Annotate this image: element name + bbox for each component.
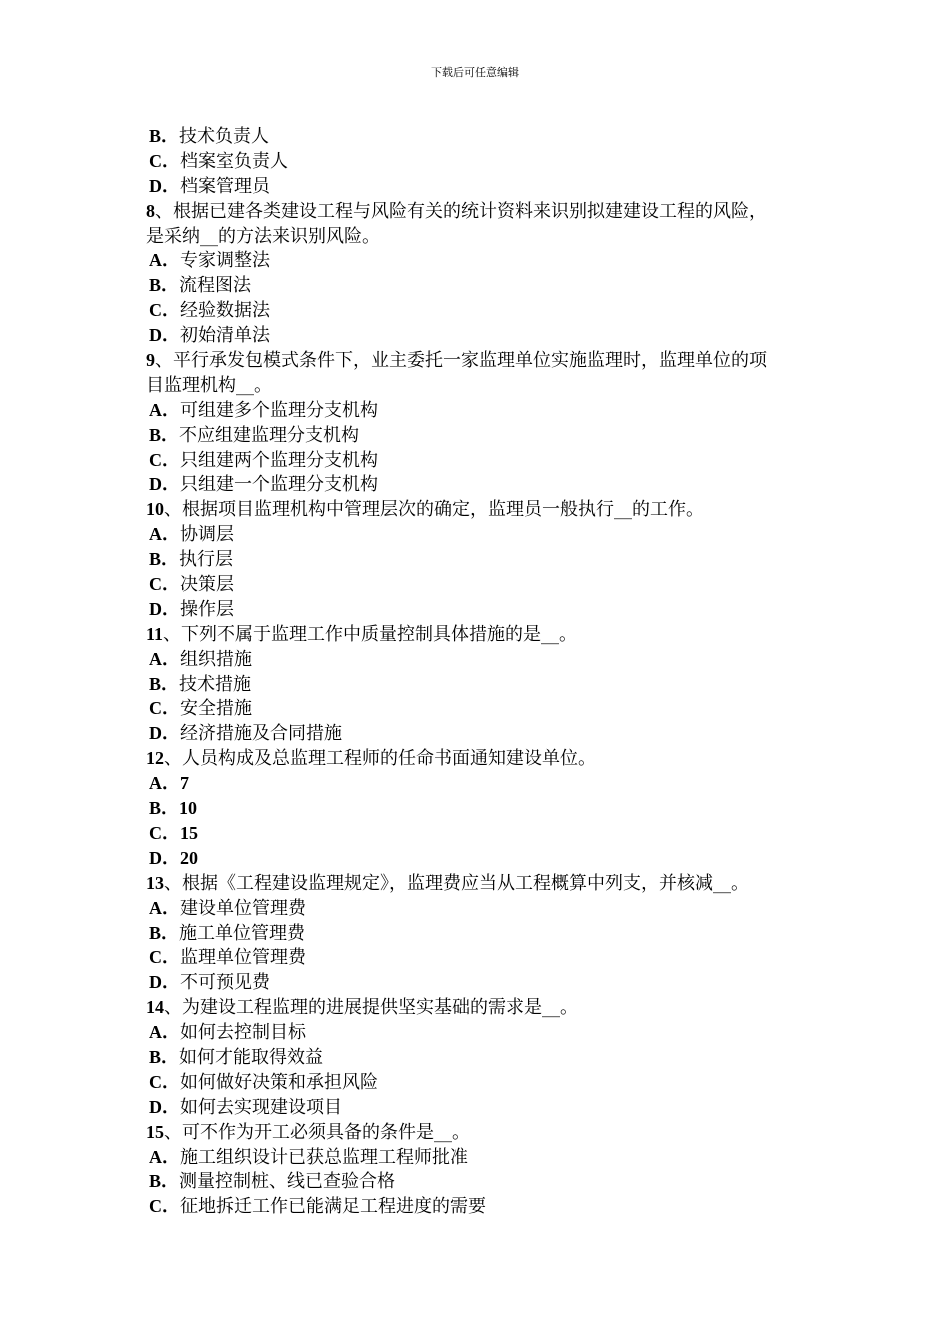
- answer-option: [146, 1194, 826, 1219]
- answer-option: [146, 423, 826, 448]
- question-text: 目监理机构__。: [146, 374, 272, 396]
- option-text: 建设单位管理费: [180, 897, 306, 919]
- option-text: 如何去实现建设项目: [180, 1096, 342, 1118]
- option-key: D．: [149, 175, 180, 196]
- option-text: 协调层: [180, 524, 234, 546]
- option-key: D．: [149, 723, 180, 744]
- option-key: B．: [149, 922, 180, 943]
- question-number: 13: [146, 872, 164, 893]
- option-text: 初始清单法: [180, 325, 270, 347]
- option-text: 如何才能取得效益: [179, 1046, 324, 1068]
- option-key: D．: [149, 325, 180, 346]
- answer-option: [146, 1095, 826, 1120]
- answer-option: [146, 771, 826, 796]
- answer-option: [146, 1169, 826, 1194]
- option-key: C．: [149, 1196, 180, 1217]
- answer-option: [146, 248, 826, 273]
- option-key: D．: [149, 972, 180, 993]
- option-text: 执行层: [179, 549, 234, 571]
- option-key: A．: [149, 897, 180, 918]
- answer-option: [146, 921, 826, 946]
- option-key: B．: [149, 1171, 180, 1192]
- answer-option: [146, 896, 826, 921]
- option-key: B．: [149, 424, 180, 445]
- answer-option: [146, 174, 826, 199]
- option-text: 档案管理员: [180, 175, 270, 197]
- option-key: A．: [149, 648, 180, 669]
- question-text: 是采纳__的方法来识别风险。: [146, 225, 380, 247]
- option-key: A．: [149, 524, 180, 545]
- option-key: C．: [149, 449, 180, 470]
- question-number: 12: [146, 748, 164, 769]
- answer-option: [146, 1145, 826, 1170]
- option-text: 10: [179, 798, 198, 819]
- question-stem-continued: [146, 373, 826, 398]
- option-key: C．: [149, 574, 180, 595]
- option-key: B．: [149, 126, 180, 146]
- answer-option: [146, 821, 826, 846]
- answer-option: [146, 572, 826, 597]
- question-stem: [146, 497, 826, 522]
- option-text: 监理单位管理费: [180, 947, 306, 969]
- question-number: 8: [146, 200, 155, 221]
- question-stem: [146, 348, 826, 373]
- option-text: 不应组建监理分支机构: [179, 424, 360, 446]
- answer-option: [146, 398, 826, 423]
- answer-option: [146, 647, 826, 672]
- option-text: 决策层: [180, 574, 234, 596]
- option-text: 可组建多个监理分支机构: [180, 399, 378, 421]
- option-text: 15: [180, 822, 198, 843]
- question-number: 10: [146, 499, 164, 520]
- answer-option: [146, 273, 826, 298]
- option-text: 施工组织设计已获总监理工程师批准: [180, 1146, 468, 1168]
- option-key: A．: [149, 1022, 180, 1043]
- option-key: D．: [149, 474, 180, 495]
- option-text: 不可预见费: [180, 972, 270, 994]
- option-key: D．: [149, 847, 180, 868]
- question-stem-continued: [146, 224, 826, 249]
- answer-option: [146, 323, 826, 348]
- question-text: 、根据已建各类建设工程与风险有关的统计资料来识别拟建建设工程的风险，: [155, 200, 767, 222]
- option-text: 经济措施及合同措施: [180, 723, 342, 745]
- answer-option: [146, 721, 826, 746]
- option-key: D．: [149, 598, 180, 619]
- answer-option: [146, 672, 826, 697]
- question-text: 、人员构成及总监理工程师的任命书面通知建设单位。: [164, 748, 596, 770]
- question-stem: [146, 871, 826, 896]
- question-text: 、为建设工程监理的进展提供坚实基础的需求是__。: [164, 997, 578, 1019]
- question-text: 、根据项目监理机构中管理层次的确定，监理员一般执行__的工作。: [164, 499, 704, 521]
- option-key: A．: [149, 1146, 180, 1167]
- option-key: C．: [149, 1071, 180, 1092]
- question-number: 15: [146, 1121, 164, 1142]
- answer-option: [146, 448, 826, 473]
- question-text: 、下列不属于监理工作中质量控制具体措施的是__。: [163, 623, 578, 645]
- option-key: B．: [149, 798, 180, 819]
- option-key: C．: [149, 822, 180, 843]
- option-text: 经验数据法: [180, 300, 270, 322]
- answer-option: [146, 696, 826, 721]
- option-key: B．: [149, 673, 180, 694]
- option-text: 技术负责人: [179, 126, 270, 147]
- option-key: C．: [149, 300, 180, 321]
- option-text: 征地拆迁工作已能满足工程进度的需要: [180, 1196, 486, 1218]
- question-stem: [146, 746, 826, 771]
- option-text: 20: [180, 847, 198, 868]
- option-key: B．: [149, 1046, 180, 1067]
- option-text: 如何去控制目标: [180, 1022, 306, 1044]
- option-text: 只组建一个监理分支机构: [180, 474, 378, 496]
- answer-option: [146, 124, 826, 149]
- option-text: 专家调整法: [180, 250, 270, 272]
- option-text: 操作层: [180, 598, 234, 620]
- answer-option: [146, 970, 826, 995]
- option-key: D．: [149, 1096, 180, 1117]
- option-text: 流程图法: [179, 275, 252, 297]
- question-stem: [146, 199, 826, 224]
- answer-option: [146, 298, 826, 323]
- option-key: A．: [149, 773, 180, 794]
- option-key: B．: [149, 549, 180, 570]
- answer-option: [146, 846, 826, 871]
- answer-option: [146, 522, 826, 547]
- answer-option: [146, 945, 826, 970]
- answer-option: [146, 1070, 826, 1095]
- option-key: C．: [149, 947, 180, 968]
- option-text: 7: [180, 773, 189, 794]
- question-stem: [146, 995, 826, 1020]
- answer-option: [146, 547, 826, 572]
- option-text: 只组建两个监理分支机构: [180, 449, 378, 471]
- option-text: 档案室负责人: [180, 150, 288, 172]
- question-text: 、根据《工程建设监理规定》，监理费应当从工程概算中列支，并核减__。: [164, 872, 749, 894]
- answer-option: [146, 472, 826, 497]
- option-key: A．: [149, 399, 180, 420]
- option-text: 如何做好决策和承担风险: [180, 1071, 378, 1093]
- option-key: B．: [149, 275, 180, 296]
- answer-option: [146, 1020, 826, 1045]
- question-stem: [146, 1120, 826, 1145]
- answer-option: [146, 796, 826, 821]
- option-text: 施工单位管理费: [179, 922, 306, 944]
- question-stem: [146, 622, 826, 647]
- option-text: 技术措施: [179, 673, 252, 695]
- option-key: C．: [149, 698, 180, 719]
- option-text: 测量控制桩、线已查验合格: [179, 1171, 396, 1193]
- option-key: C．: [149, 150, 180, 171]
- answer-option: [146, 597, 826, 622]
- answer-option: [146, 149, 826, 174]
- question-number: 14: [146, 997, 164, 1018]
- option-text: 组织措施: [180, 648, 252, 670]
- question-number: 9: [146, 350, 155, 371]
- question-list: [146, 124, 826, 1219]
- question-text: 、可不作为开工必须具备的条件是__。: [164, 1121, 470, 1143]
- option-text: 安全措施: [180, 698, 252, 720]
- question-number: 11: [146, 623, 164, 644]
- option-key: A．: [149, 250, 180, 271]
- page-header: 下载后可任意编辑: [431, 66, 519, 79]
- question-text: 、平行承发包模式条件下，业主委托一家监理单位实施监理时，监理单位的项: [155, 350, 767, 372]
- answer-option: [146, 1045, 826, 1070]
